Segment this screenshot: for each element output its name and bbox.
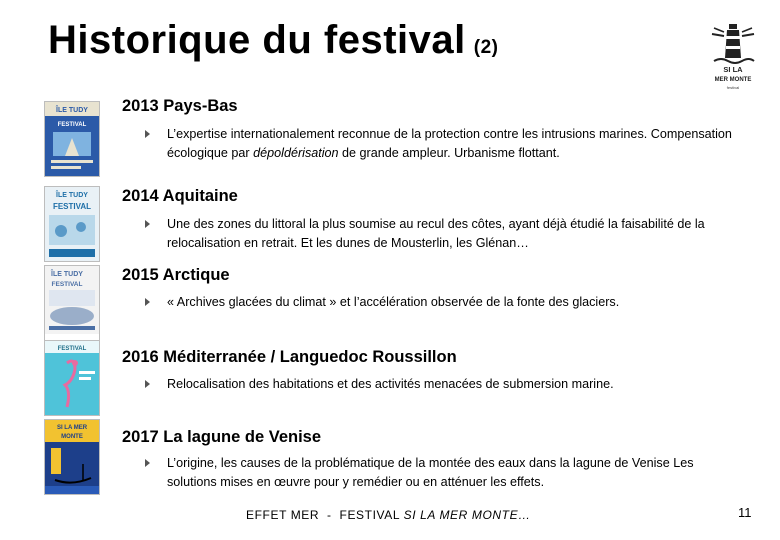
poster-2014-art (45, 187, 99, 261)
entry-2014-heading: 2014 Aquitaine (122, 187, 238, 205)
bullet-arrow-icon (145, 459, 150, 467)
footer-italic: SI LA MER MONTE… (403, 508, 531, 522)
entry-2014-text: Une des zones du littoral la plus soumise au recul des côtes, ayant déjà étudié la faisabilité de la relocalisation en retrait. Et les dunes de Mousterlin, les Glénan… (167, 217, 705, 250)
entry-2013-text-italic: dépoldérisation (253, 146, 339, 160)
poster-2016 (44, 340, 100, 416)
logo-line1: SI LA (723, 65, 743, 74)
entry-2017-bullet (145, 454, 735, 492)
page-number: 11 (738, 505, 752, 520)
festival-logo (708, 20, 758, 92)
poster-2017-line2: MONTE (61, 434, 83, 440)
poster-2014-line1: ÎLE TUDY (56, 192, 88, 199)
entry-2016-text: Relocalisation des habitations et des activités menacées de submersion marine. (167, 377, 614, 391)
page-title (48, 18, 498, 63)
poster-2015-line2: FESTIVAL (51, 281, 83, 288)
entry-2015-heading: 2015 Arctique (122, 266, 230, 284)
bullet-arrow-icon (145, 130, 150, 138)
bullet-arrow-icon (145, 298, 150, 306)
poster-2016-line1: FESTIVAL (57, 346, 87, 352)
poster-2013 (44, 101, 100, 177)
entry-2015-bullet (145, 293, 735, 312)
lighthouse-icon (708, 20, 758, 92)
footer-prefix: EFFET MER - FESTIVAL (246, 508, 404, 522)
poster-2015 (44, 265, 100, 341)
footer (246, 508, 531, 522)
entry-2015-text: « Archives glacées du climat » et l’accélération observée de la fonte des glaciers. (167, 295, 620, 309)
logo-line2: MER MONTE (714, 77, 752, 83)
entry-2014-bullet (145, 215, 735, 253)
entry-2013-bullet (145, 125, 735, 163)
entry-2013-text-part1: L’expertise internationalement reconnue de la protection contre les intrusions marines. Compensation écologique par (167, 127, 732, 160)
entry-2017-text: L’origine, les causes de la problématique de la montée des eaux dans la lagune de Venise Les solutions mises en œuvre pour y remédier ou en atténuer les effets. (167, 456, 694, 489)
poster-2015-art (45, 266, 99, 334)
poster-2015-line1: ÎLE TUDY (51, 271, 83, 278)
entry-2017-heading: 2017 La lagune de Venise (122, 428, 322, 446)
entry-2016-bullet (145, 375, 735, 394)
poster-2013-line1: ÎLE TUDY (56, 107, 88, 114)
title-text: Historique du festival (48, 18, 466, 62)
poster-2017-art (45, 420, 99, 494)
poster-2013-art (45, 102, 99, 176)
entry-2013-text (167, 125, 735, 163)
poster-2016-art (45, 341, 99, 415)
entry-2016-heading: 2016 Méditerranée / Languedoc Roussillon (122, 348, 457, 366)
poster-2017-line1: SI LA MER (56, 425, 88, 431)
poster-2013-line2: FESTIVAL (57, 122, 87, 128)
logo-line3: festival (726, 85, 740, 90)
poster-2014-line2: FESTIVAL (52, 202, 92, 211)
title-suffix: (2) (473, 37, 499, 58)
entry-2013-heading: 2013 Pays-Bas (122, 97, 238, 115)
poster-2014 (44, 186, 100, 262)
bullet-arrow-icon (145, 220, 150, 228)
bullet-arrow-icon (145, 380, 150, 388)
entry-2013-text-part3: de grande ampleur. Urbanisme flottant. (338, 146, 560, 160)
poster-2017 (44, 419, 100, 495)
